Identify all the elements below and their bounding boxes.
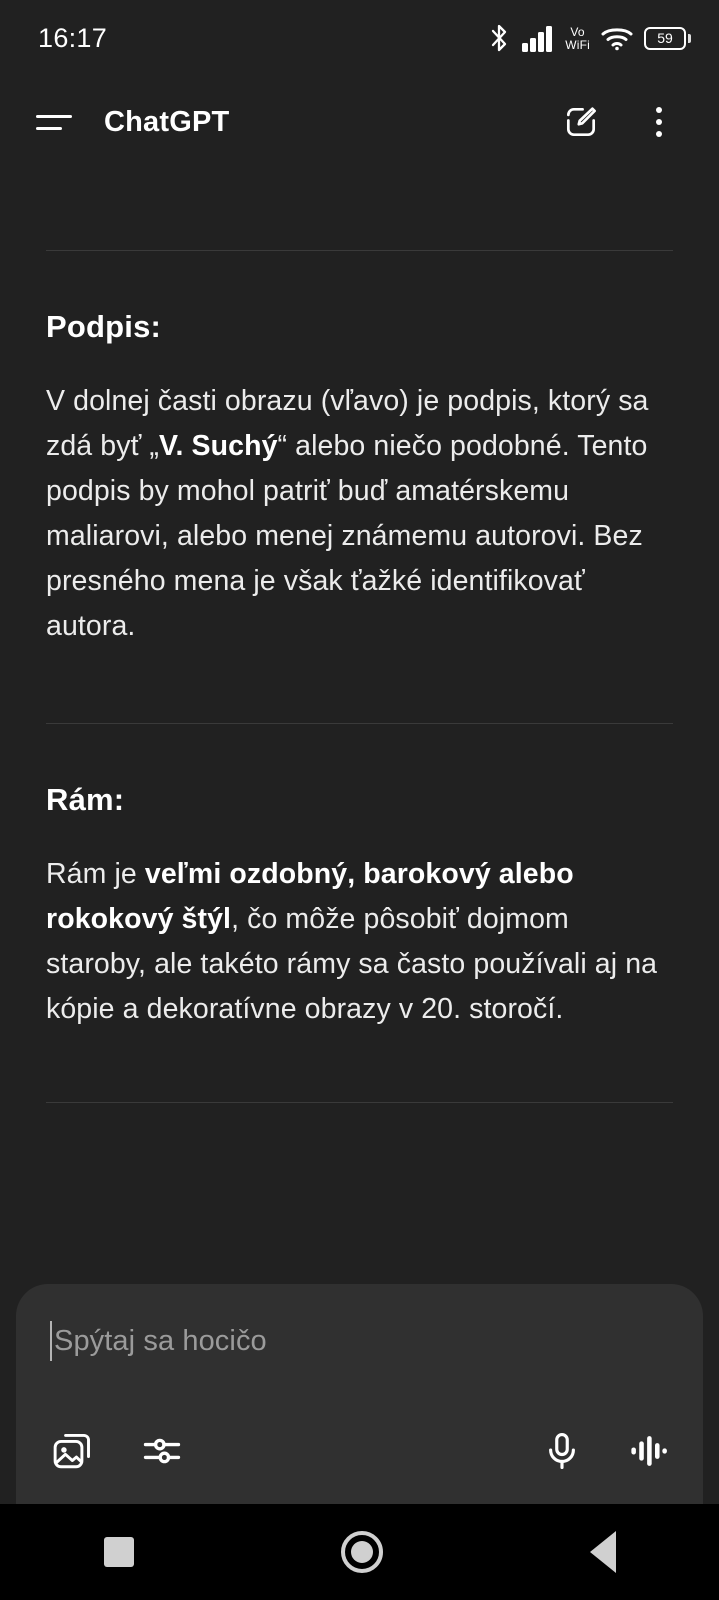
battery-percent: 59	[657, 30, 673, 46]
status-clock: 16:17	[38, 22, 108, 53]
paragraph-part: , čo môže pôsobiť dojmom staroby, ale takéto rámy sa často používali aj na kópie a dekoratívne obrazy v 20. storočí.	[46, 903, 658, 1025]
section-divider	[46, 723, 673, 724]
battery-icon	[644, 27, 691, 50]
compose-new-chat-icon[interactable]	[555, 96, 607, 148]
text-caret	[50, 1321, 52, 1361]
more-options-icon[interactable]	[633, 96, 685, 148]
paragraph-part-bold: V. Suchý	[158, 430, 278, 462]
app-bar-actions	[555, 96, 689, 148]
section-heading: Podpis:	[46, 309, 162, 344]
composer-actions	[50, 1429, 669, 1478]
section-divider	[46, 250, 673, 251]
message-composer[interactable]	[16, 1284, 703, 1504]
vowifi-vo-label: Vo	[570, 24, 585, 39]
status-icons	[487, 23, 691, 53]
microphone-icon[interactable]	[541, 1430, 583, 1477]
voice-waveform-icon[interactable]	[627, 1430, 669, 1477]
composer-placeholder: Spýtaj sa hocičo	[54, 1324, 267, 1357]
page-title: ChatGPT	[104, 105, 230, 138]
status-bar	[0, 0, 719, 76]
vowifi-wifi-label: WiFi	[565, 37, 590, 52]
conversation-scroll[interactable]	[0, 168, 719, 1284]
bluetooth-icon	[487, 23, 511, 53]
recents-button[interactable]	[104, 1537, 134, 1567]
paragraph-part: Rám je	[46, 858, 145, 890]
wifi-icon	[601, 24, 633, 52]
section-heading: Rám:	[46, 782, 125, 817]
section-paragraph	[46, 379, 673, 649]
section-divider	[46, 1102, 673, 1103]
paragraph-part: “ alebo niečo podobné. Tento podpis by mohol patriť buď amatérskemu maliarovi, alebo menej známemu autorovi. Bez presného mena je však ťažké identifikovať autora.	[46, 430, 648, 642]
cellular-signal-icon	[522, 24, 558, 52]
paragraph-part: V dolnej časti obrazu (vľavo) je podpis, ktorý sa zdá byť „	[46, 385, 649, 462]
paragraph-part-bold: veľmi ozdobný, barokový alebo rokokový štýl	[46, 858, 574, 935]
system-navigation-bar	[0, 1504, 719, 1600]
image-attach-icon[interactable]	[50, 1429, 94, 1478]
vowifi-icon	[565, 26, 590, 51]
hamburger-menu-icon[interactable]	[30, 96, 82, 148]
section-paragraph	[46, 852, 673, 1032]
message-section-podpis	[46, 309, 673, 649]
tools-sliders-icon[interactable]	[140, 1429, 184, 1478]
back-button[interactable]	[590, 1531, 616, 1573]
message-input[interactable]	[50, 1314, 669, 1368]
app-bar	[0, 76, 719, 168]
message-section-ram	[46, 782, 673, 1032]
home-button[interactable]	[341, 1531, 383, 1573]
